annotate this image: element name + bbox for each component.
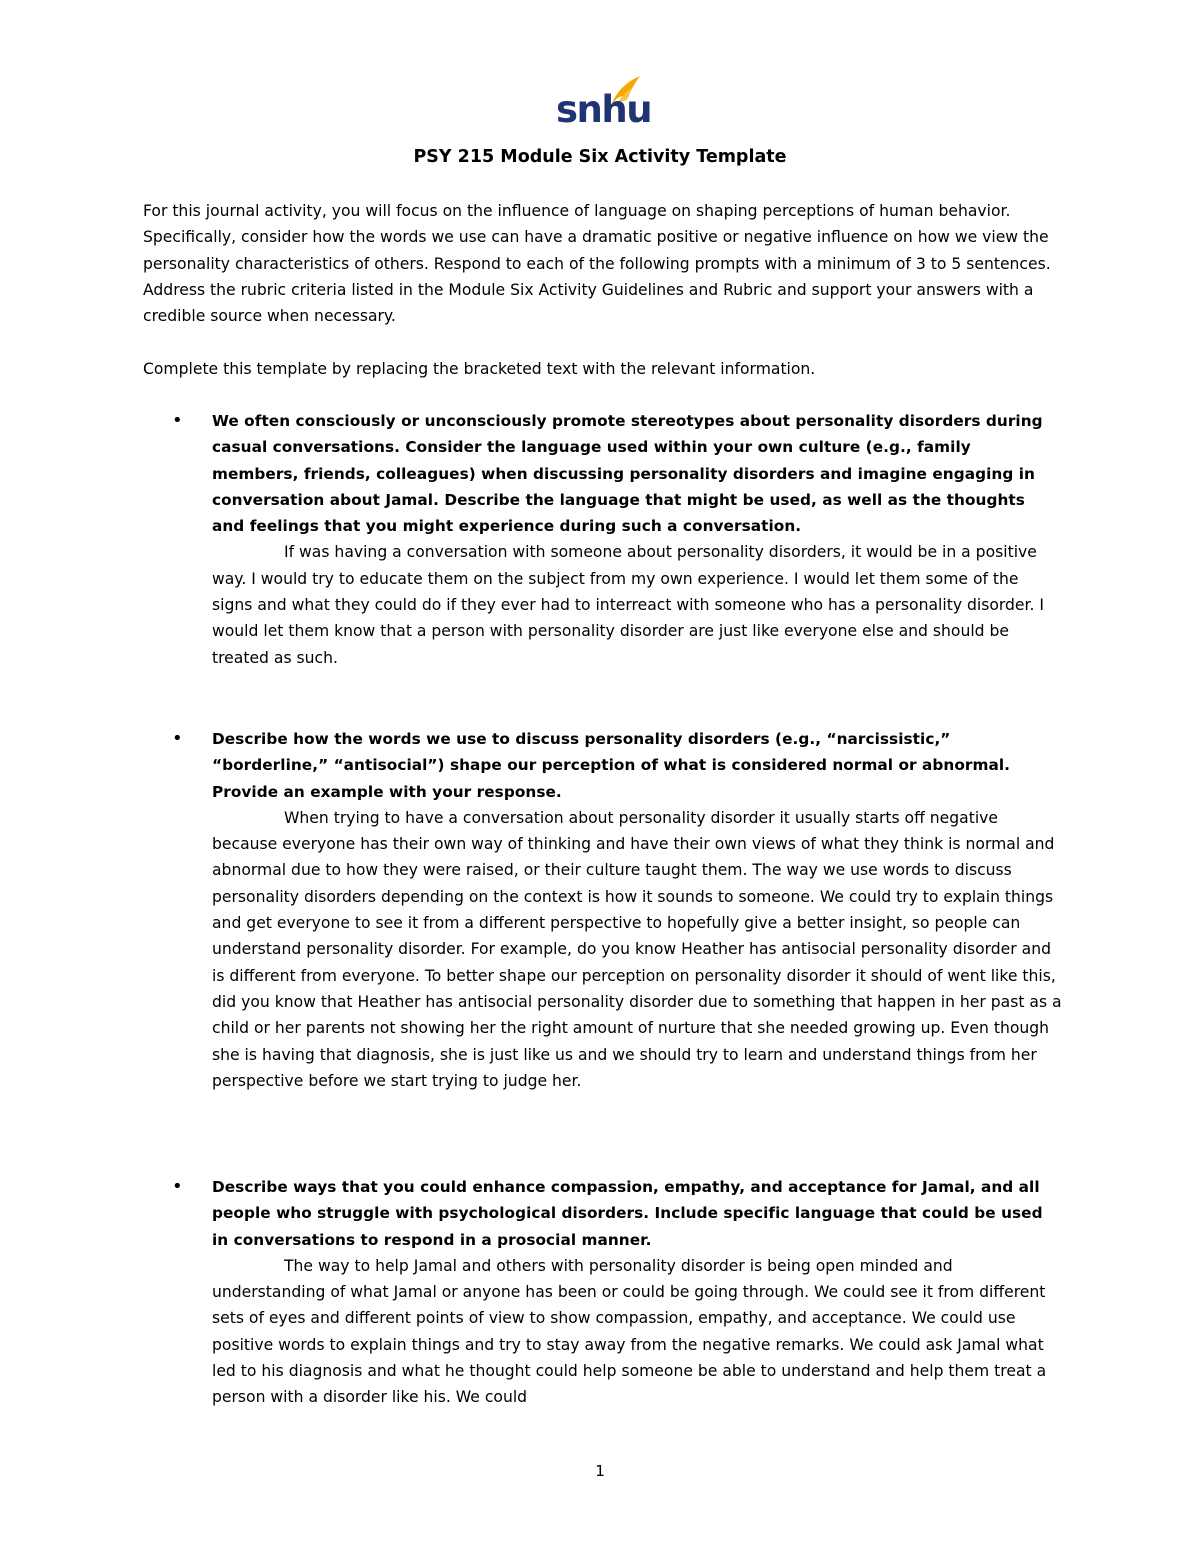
bullet-icon: •	[172, 728, 183, 749]
bullet-icon: •	[172, 1176, 183, 1197]
prompt-item-1	[212, 408, 1062, 671]
prompt-answer: If was having a conversation with someone about personality disorders, it would be in a positive way. I would try to educate them on the subject from my own experience. I would let them some of the signs and what they could do if they ever had to interreact with someone who has a personality disorder. I would let them know that a person with personality disorder are just like everyone else and should be treated as such.	[212, 543, 1045, 667]
prompt-question: Describe ways that you could enhance compassion, empathy, and acceptance for Jamal, and all people who struggle with psychological disorders. Include specific language that could be used in conversations to respond in a prosocial manner.	[212, 1178, 1043, 1249]
prompt-question: Describe how the words we use to discuss personality disorders (e.g., “narcissistic,” “borderline,” “antisocial”) shape our perception of what is considered normal or abnormal. Provide an example with your response.	[212, 730, 1010, 801]
prompt-question: We often consciously or unconsciously promote stereotypes about personality disorders during casual conversations. Consider the language used within your own culture (e.g., family members, friends, colleagues) when discussing personality disorders and imagine engaging in conversation about Jamal. Describe the language that might be used, as well as the thoughts and feelings that you might experience during such a conversation.	[212, 412, 1043, 536]
prompt-answer: When trying to have a conversation about personality disorder it usually starts off negative because everyone has their own way of thinking and have their own views of what they think is normal and abnormal due to how they were raised, or their culture taught them. The way we use words to discuss personality disorders depending on the context is how it sounds to someone. We could try to explain things and get everyone to see it from a different perspective to hopefully give a better insight, so people can understand personality disorder. For example, do you know Heather has antisocial personality disorder and is different from everyone. To better shape our perception on personality disorder it should of went like this, did you know that Heather has antisocial personality disorder due to something that happen in her past as a child or her parents not showing her the right amount of nurture that she needed growing up. Even though she is having that diagnosis, she is just like us and we should try to learn and understand things from her perspective before we start trying to judge her.	[212, 808, 1062, 1090]
instruction-paragraph: Complete this template by replacing the bracketed text with the relevant information.	[143, 360, 816, 378]
page-number: 1	[595, 1462, 605, 1480]
logo-wordmark: snhu	[556, 88, 652, 131]
prompt-item-3	[212, 1174, 1062, 1411]
intro-paragraph: For this journal activity, you will focus on the influence of language on shaping perceptions of human behavior. Specifically, consider how the words we use can have a dramatic positive or negative influence on how we view the personality characteristics of others. Respond to each of the following prompts with a minimum of 3 to 5 sentences. Address the rubric criteria listed in the Module Six Activity Guidelines and Rubric and support your answers with a credible source when necessary.	[143, 202, 1051, 326]
bullet-icon: •	[172, 410, 183, 431]
snhu-logo	[556, 74, 652, 134]
prompt-item-2	[212, 726, 1062, 1094]
prompt-answer: The way to help Jamal and others with personality disorder is being open minded and understanding of what Jamal or anyone has been or could be going through. We could see it from different sets of eyes and different points of view to show compassion, empathy, and acceptance. We could use positive words to explain things and try to stay away from the negative remarks. We could ask Jamal what led to his diagnosis and what he thought could help someone be able to understand and help them treat a person with a disorder like his. We could	[212, 1256, 1047, 1407]
document-title: PSY 215 Module Six Activity Template	[413, 147, 787, 167]
